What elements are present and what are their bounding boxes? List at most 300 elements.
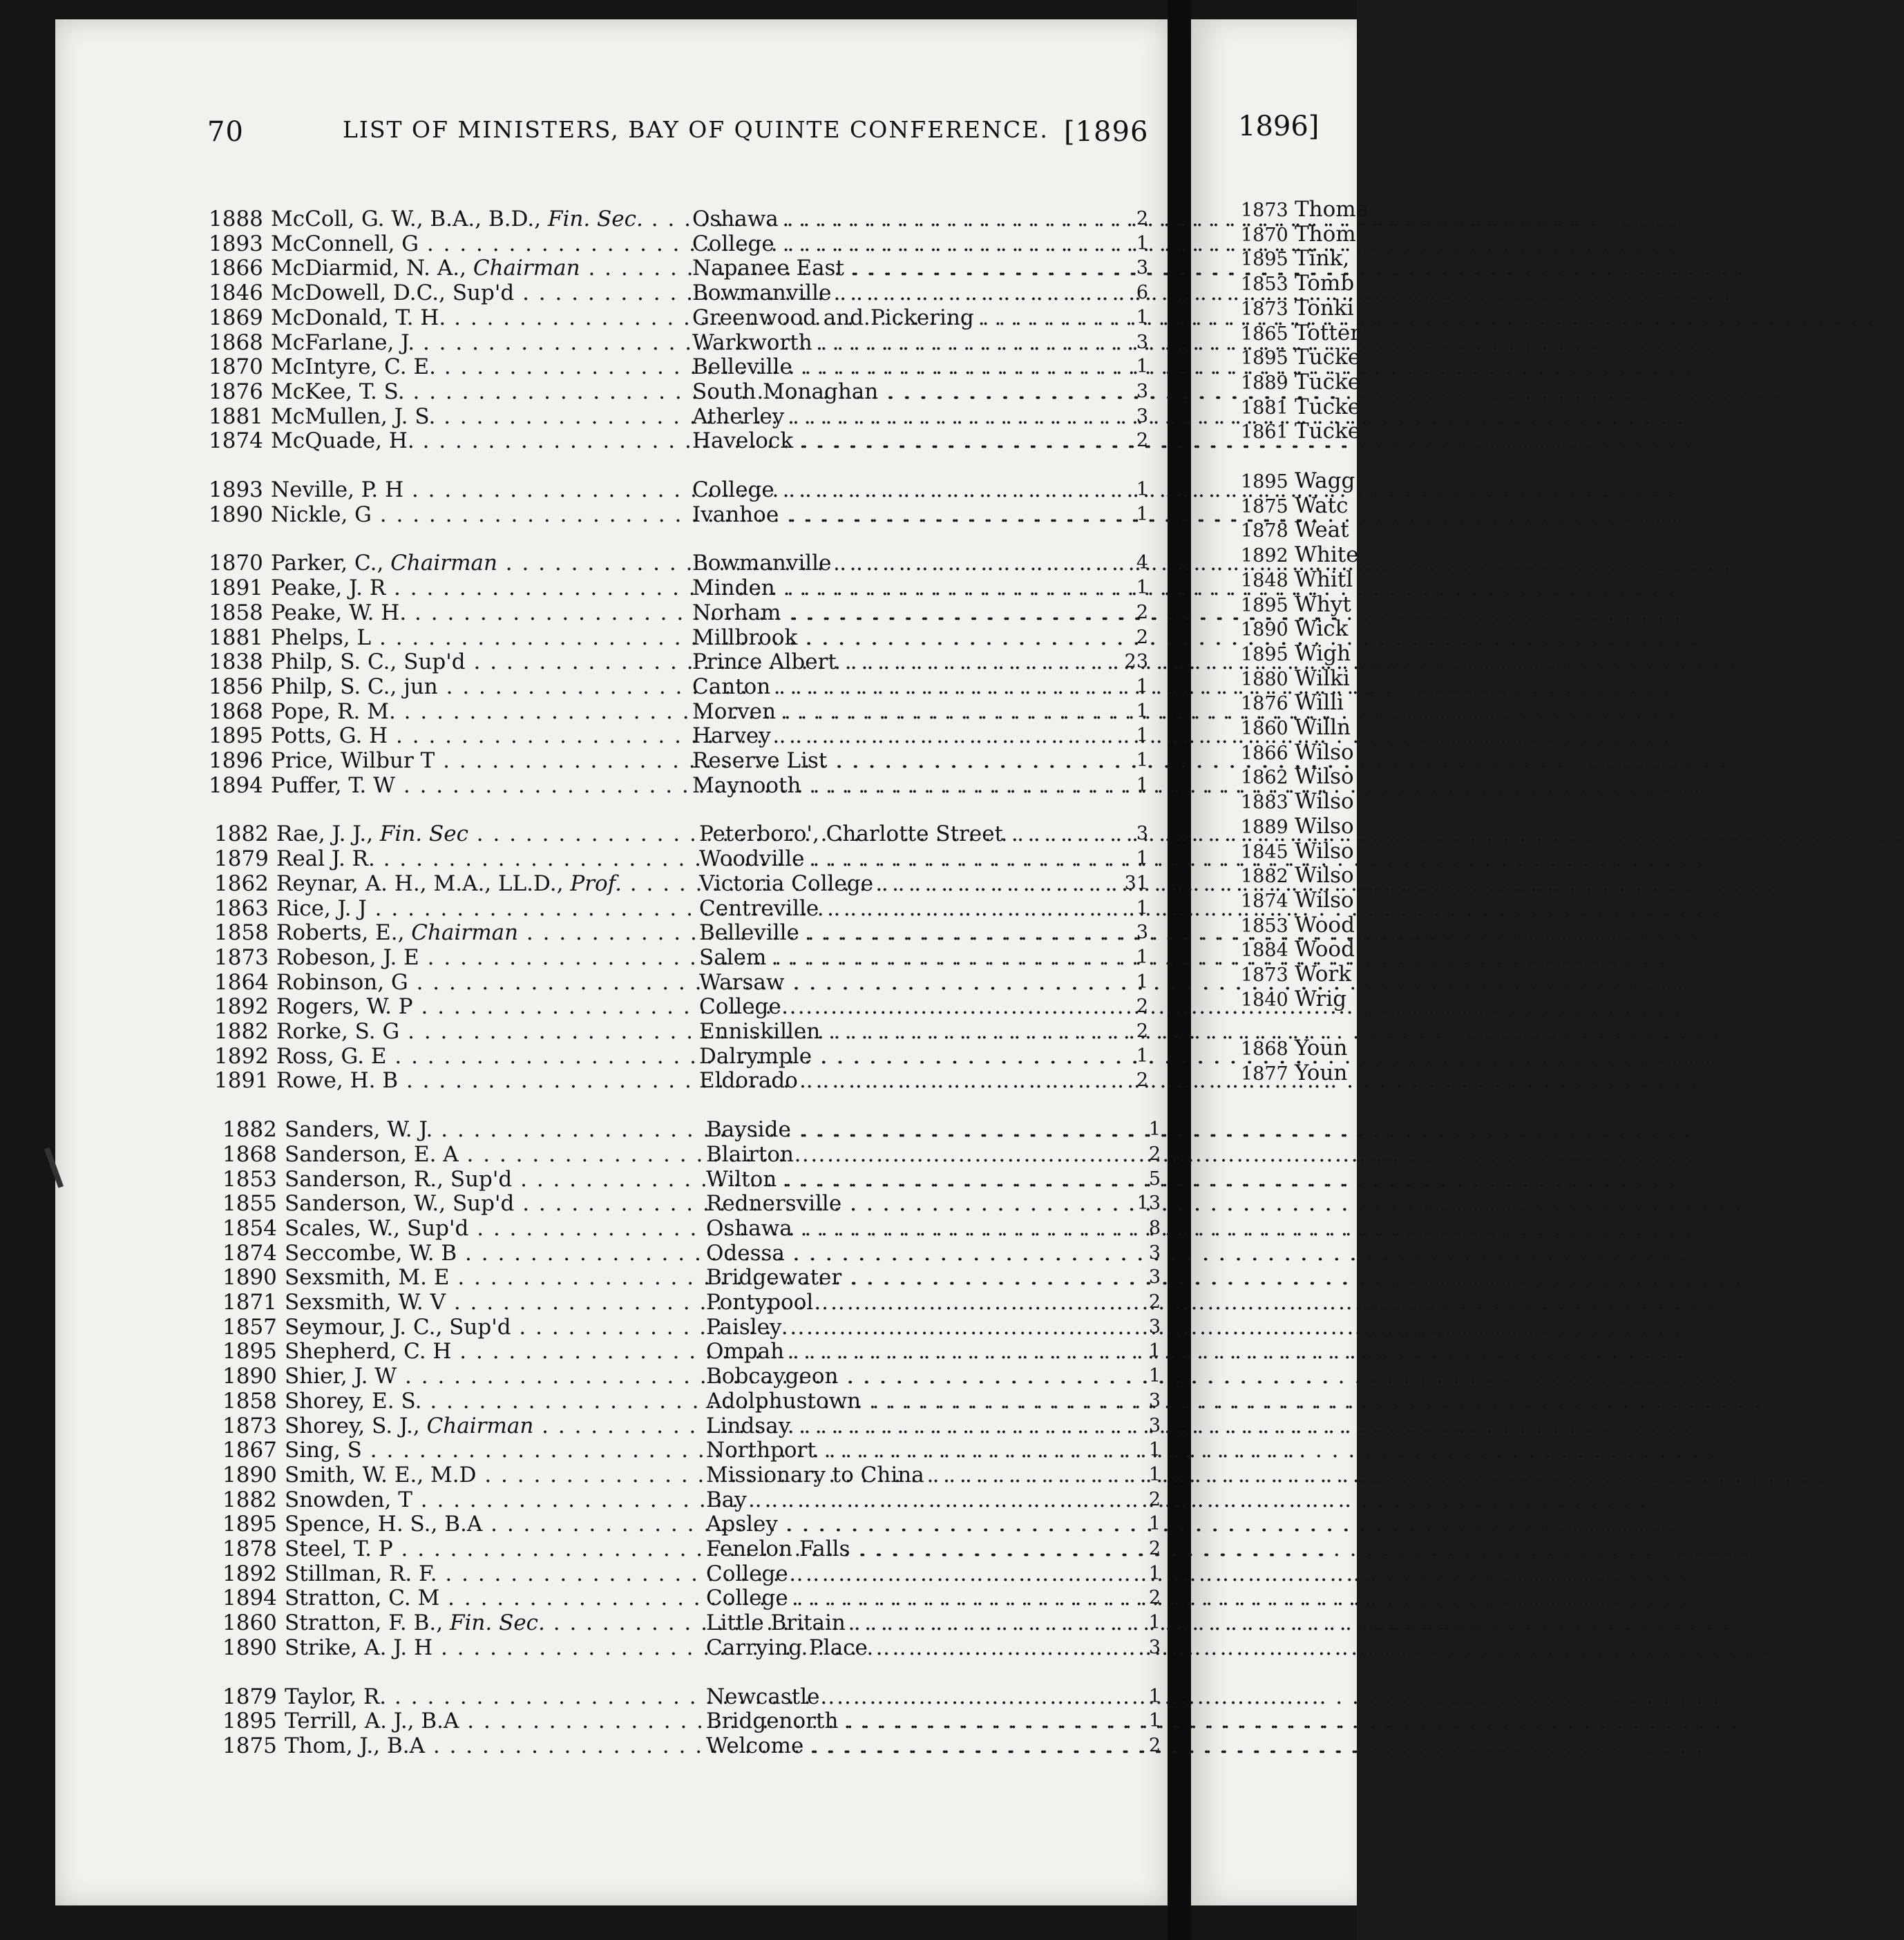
entry-year: 1891	[209, 576, 263, 601]
minister-row	[0, 478, 1168, 502]
minister-name: Wrig	[1295, 986, 1347, 1011]
years-count: 13	[1136, 1192, 1161, 1215]
minister-name-text: Stratton, C. M	[285, 1586, 440, 1611]
minister-row	[0, 1488, 1168, 1512]
station-name-text: Wilton	[706, 1166, 777, 1192]
page-title: LIST OF MINISTERS, BAY OF QUINTE CONFERENCE.	[343, 116, 1049, 143]
minister-name	[271, 749, 681, 772]
entry-year: 1895	[1241, 471, 1288, 493]
station-name-text: Oshawa	[706, 1215, 792, 1241]
entry-year: 1881	[1241, 397, 1288, 419]
minister-name	[271, 232, 681, 256]
minister-row	[0, 774, 1168, 797]
years-count: 2	[1148, 1291, 1161, 1313]
minister-name-text: McColl, G. W., B.A., B.D.,	[271, 207, 542, 231]
station-name-text: College	[706, 1586, 788, 1611]
years-count: 1	[1148, 1439, 1161, 1461]
entry-year: 1879	[222, 1684, 277, 1709]
minister-name	[271, 774, 681, 797]
years-count: 1	[1148, 1340, 1161, 1362]
station-name	[692, 207, 1112, 231]
entry-year: 1863	[214, 895, 269, 921]
station-name-text: Rednersville	[706, 1191, 842, 1217]
years-count: 2	[1136, 996, 1148, 1018]
minister-name-text: Rowe, H. B	[276, 1068, 399, 1094]
minister-name-text: Taylor, R.	[285, 1684, 387, 1709]
station-name-text: Harvey	[692, 723, 771, 749]
station-name-text: Welcome	[706, 1733, 804, 1758]
minister-name: Thoma	[1295, 197, 1369, 222]
station-name-text: Victoria College	[699, 871, 874, 896]
minister-row	[0, 1512, 1168, 1536]
station-name-text: College	[699, 994, 781, 1020]
minister-name	[271, 331, 681, 354]
minister-row	[0, 946, 1168, 969]
minister-name: Work	[1295, 962, 1352, 987]
years-count: 2	[1136, 430, 1148, 452]
entry-year: 1890	[222, 1635, 277, 1660]
station-name	[706, 1463, 1112, 1487]
minister-title: Fin. Sec.	[547, 207, 643, 231]
minister-row	[0, 1118, 1168, 1141]
minister-name-text: Neville, P. H	[271, 477, 404, 502]
minister-row	[0, 971, 1168, 994]
entry-year: 1838	[209, 649, 263, 675]
entry-year: 1895	[1241, 348, 1288, 370]
minister-name-text: McFarlane, J.	[271, 330, 415, 355]
minister-row	[0, 576, 1168, 600]
right-page-row	[1241, 321, 1360, 345]
minister-name	[285, 1340, 695, 1363]
station-name	[699, 847, 1112, 871]
years-count: 1	[1148, 1513, 1161, 1535]
minister-name: Tink,	[1295, 246, 1350, 272]
minister-name	[276, 1045, 688, 1068]
years-count: 23	[1124, 651, 1148, 673]
station-name	[706, 1242, 1112, 1265]
minister-name-text: Terrill, A. J., B.A	[285, 1709, 459, 1734]
minister-name-text: McConnell, G	[271, 231, 419, 256]
right-page-row	[1241, 888, 1354, 912]
years-count: 2	[1136, 1020, 1148, 1042]
minister-name	[276, 872, 688, 895]
minister-row	[0, 749, 1168, 772]
minister-row	[0, 1340, 1168, 1363]
entry-year: 1892	[222, 1561, 277, 1586]
entry-year: 1873	[1241, 200, 1288, 221]
minister-name-text: Parker, C.,	[271, 551, 384, 576]
minister-name	[271, 429, 681, 453]
years-count: 3	[1136, 331, 1148, 353]
minister-name	[276, 946, 688, 969]
right-page-row	[1241, 1061, 1347, 1085]
entry-year: 1870	[209, 354, 263, 380]
station-name-text: Belleville	[699, 920, 799, 946]
page-number: 70	[207, 116, 244, 148]
entry-year: 1879	[214, 846, 269, 872]
years-count: 2	[1136, 601, 1148, 623]
years-count: 1	[1136, 946, 1148, 968]
years-count: 3	[1136, 823, 1148, 845]
right-page-row	[1241, 962, 1351, 986]
minister-name	[285, 1636, 695, 1660]
entry-year: 1846	[209, 280, 263, 306]
minister-name-text: Sanderson, E. A	[285, 1141, 459, 1167]
minister-name: Willn	[1295, 715, 1351, 740]
station-name	[692, 626, 1112, 649]
minister-row	[0, 405, 1168, 428]
minister-row	[0, 1242, 1168, 1265]
minister-row	[0, 331, 1168, 354]
right-page-row	[1241, 247, 1349, 270]
years-count: 1	[1136, 306, 1148, 328]
station-name	[692, 749, 1112, 772]
entry-year: 1856	[209, 674, 263, 699]
station-name	[706, 1143, 1112, 1166]
right-page-row	[1241, 839, 1354, 863]
minister-name	[276, 822, 688, 846]
minister-name: Totter	[1295, 320, 1361, 345]
minister-name-text: Real J. R.	[276, 846, 375, 872]
minister-row	[0, 822, 1168, 846]
station-name-text: Salem	[699, 944, 767, 970]
minister-name-text: Pope, R. M.	[271, 698, 396, 724]
entry-year: 1890	[222, 1364, 277, 1389]
entry-year: 1860	[222, 1610, 277, 1636]
station-name	[699, 822, 1112, 846]
minister-name: Wilso	[1295, 863, 1354, 888]
minister-name-text: Shepherd, C. H	[285, 1339, 452, 1364]
minister-name: Tucke	[1295, 394, 1361, 419]
years-count: 2	[1148, 1538, 1161, 1559]
years-count: 1	[1136, 897, 1148, 919]
minister-name	[285, 1143, 695, 1166]
station-name	[692, 700, 1112, 723]
minister-name	[271, 281, 681, 305]
minister-row	[0, 1586, 1168, 1610]
station-name-text: Prince Albert	[692, 649, 837, 675]
station-name-text: Northport	[706, 1438, 816, 1463]
entry-year: 1892	[1241, 545, 1288, 567]
station-name	[692, 331, 1112, 354]
entry-year: 1858	[222, 1388, 277, 1414]
minister-name	[285, 1315, 695, 1339]
minister-name: Tucke	[1295, 369, 1361, 394]
minister-name	[271, 650, 681, 674]
minister-row	[0, 601, 1168, 625]
entry-year: 1882	[214, 821, 269, 847]
station-name	[699, 971, 1112, 994]
minister-name: Wilso	[1295, 838, 1354, 864]
minister-name-text: Sing, S	[285, 1438, 362, 1463]
entry-year: 1895	[1241, 643, 1288, 665]
station-name	[692, 503, 1112, 526]
minister-name-text: Steel, T. P	[285, 1537, 393, 1561]
entry-year: 1882	[222, 1487, 277, 1512]
entry-year: 1865	[1241, 323, 1288, 345]
minister-name-text: Robinson, G	[276, 969, 408, 995]
minister-name	[271, 724, 681, 748]
minister-row	[0, 1192, 1168, 1215]
minister-row	[0, 921, 1168, 944]
years-count: 2	[1136, 1069, 1148, 1092]
right-page-row	[1241, 716, 1351, 739]
station-name-text: Dalrymple	[699, 1043, 812, 1069]
station-name	[699, 897, 1112, 920]
station-name-text: Fenelon Falls	[706, 1537, 850, 1561]
years-count: 31	[1124, 872, 1148, 894]
minister-name: Wilso	[1295, 887, 1354, 913]
station-name	[692, 576, 1112, 600]
entry-year: 1895	[222, 1339, 277, 1364]
station-name-text: Centreville	[699, 895, 819, 921]
station-name-text: Blairton	[706, 1141, 794, 1167]
station-name	[692, 724, 1112, 748]
minister-name: Watc	[1295, 493, 1349, 518]
entry-year: 1875	[222, 1733, 277, 1758]
station-name	[706, 1537, 1112, 1561]
minister-row	[0, 1636, 1168, 1660]
right-page-row	[1241, 518, 1349, 542]
station-name	[706, 1266, 1112, 1289]
minister-name	[285, 1488, 695, 1512]
minister-name	[271, 601, 681, 625]
minister-row	[0, 650, 1168, 674]
minister-row	[0, 1463, 1168, 1487]
minister-row	[0, 1562, 1168, 1586]
entry-year: 1883	[1241, 792, 1288, 814]
minister-name-text: Strike, A. J. H	[285, 1635, 433, 1660]
minister-name	[271, 380, 681, 403]
station-name	[706, 1586, 1112, 1610]
minister-row	[0, 1414, 1168, 1438]
minister-row	[0, 1045, 1168, 1068]
minister-name-text: Potts, G. H	[271, 723, 388, 749]
minister-name-text: Stillman, R. F.	[285, 1561, 437, 1586]
minister-name: Wilki	[1295, 665, 1350, 691]
minister-name	[285, 1291, 695, 1314]
minister-name-text: Rogers, W. P	[276, 994, 413, 1020]
right-page-row	[1241, 296, 1354, 320]
minister-name	[271, 626, 681, 649]
entry-year: 1890	[1241, 619, 1288, 641]
minister-name	[285, 1709, 695, 1733]
entry-year: 1866	[209, 256, 263, 281]
station-name	[692, 601, 1112, 625]
minister-name	[276, 897, 688, 920]
minister-row	[0, 429, 1168, 453]
entry-year: 1894	[209, 772, 263, 798]
entry-year: 1861	[1241, 421, 1288, 444]
station-name	[692, 256, 1112, 280]
minister-title: Fin. Sec.	[449, 1610, 545, 1636]
station-name	[706, 1636, 1112, 1660]
entry-year: 1889	[1241, 372, 1288, 394]
station-name	[706, 1291, 1112, 1314]
entry-year: 1890	[209, 502, 263, 527]
minister-title: Chairman	[426, 1413, 534, 1438]
years-count: 1	[1148, 1685, 1161, 1707]
station-name-text: Norham	[692, 600, 781, 625]
entry-year: 1870	[1241, 224, 1288, 246]
station-name-text: Odessa	[706, 1240, 785, 1266]
right-page-row	[1241, 913, 1355, 937]
right-page-row	[1241, 617, 1348, 640]
years-count: 1	[1136, 232, 1148, 254]
station-name-text: Pontypool	[706, 1290, 814, 1315]
station-name-text: College	[692, 477, 774, 502]
minister-name	[285, 1586, 695, 1610]
years-count: 1	[1148, 1119, 1161, 1141]
right-page-row	[1241, 370, 1360, 394]
minister-row	[0, 1069, 1168, 1092]
station-name-text: Reserve List	[692, 748, 828, 773]
minister-name-text: Smith, W. E., M.D	[285, 1462, 477, 1487]
minister-name	[271, 503, 681, 526]
minister-name-text: Sanderson, W., Sup'd	[285, 1191, 515, 1217]
right-page-row	[1241, 691, 1344, 714]
years-count: 3	[1136, 380, 1148, 402]
minister-name: Whitl	[1295, 567, 1353, 592]
minister-row	[0, 1389, 1168, 1413]
entry-year: 1895	[222, 1512, 277, 1537]
station-name-text: Adolphustown	[706, 1388, 861, 1414]
station-name	[706, 1364, 1112, 1388]
years-count: 3	[1136, 257, 1148, 279]
station-name-text: South Monaghan	[692, 379, 879, 404]
station-name	[692, 650, 1112, 674]
station-name-text: Havelock	[692, 428, 794, 454]
right-page-row	[1241, 469, 1355, 493]
minister-name-text: Rae, J. J.,	[276, 821, 374, 847]
entry-year: 1873	[222, 1413, 277, 1438]
right-page-row	[1241, 987, 1346, 1011]
minister-name: Wood	[1295, 937, 1355, 962]
minister-name-text: Sexsmith, M. E	[285, 1265, 450, 1291]
station-name-text: Apsley	[706, 1512, 778, 1537]
station-name-text: Bridgenorth	[706, 1709, 839, 1734]
minister-title: Chairman	[473, 256, 580, 281]
minister-row	[0, 1364, 1168, 1388]
entry-year: 1858	[214, 920, 269, 946]
minister-name-text: Peake, W. H.	[271, 600, 407, 625]
minister-name-text: Shorey, S. J.,	[285, 1413, 420, 1438]
minister-name-text: Snowden, T	[285, 1487, 412, 1512]
minister-name-text: Shorey, E. S.	[285, 1388, 422, 1414]
minister-name: Thom	[1295, 221, 1356, 247]
station-name-text: Bowmanville	[692, 551, 832, 576]
station-name	[706, 1611, 1112, 1635]
minister-name	[271, 405, 681, 428]
station-name	[706, 1389, 1112, 1413]
entry-year: 1867	[222, 1438, 277, 1463]
station-name	[706, 1562, 1112, 1586]
station-name	[706, 1192, 1112, 1215]
years-count: 2	[1136, 626, 1148, 648]
years-count: 1	[1136, 725, 1148, 747]
minister-name: Tucke	[1295, 345, 1361, 370]
minister-row	[0, 1734, 1168, 1758]
minister-name-text: McDonald, T. H.	[271, 305, 446, 330]
minister-name	[276, 995, 688, 1018]
right-page-row	[1241, 741, 1354, 764]
minister-name	[276, 847, 688, 871]
entry-year: 1873	[214, 944, 269, 970]
station-name	[706, 1438, 1112, 1462]
entry-year: 1873	[1241, 298, 1288, 320]
station-name-text: Greenwood and Pickering	[692, 305, 974, 330]
minister-row	[0, 847, 1168, 871]
minister-name: Wick	[1295, 616, 1349, 642]
minister-row	[0, 232, 1168, 256]
minister-title: Prof.	[570, 871, 622, 896]
station-name	[692, 675, 1112, 698]
years-count: 1	[1136, 503, 1148, 525]
entry-year: 1873	[1241, 964, 1288, 986]
entry-year: 1868	[209, 698, 263, 724]
minister-row	[0, 626, 1168, 649]
minister-name-text: Reynar, A. H., M.A., LL.D.,	[276, 871, 564, 896]
station-name	[699, 872, 1112, 895]
right-page-header-year: 1896]	[1238, 111, 1320, 142]
minister-name-text: Philp, S. C., jun	[271, 674, 438, 699]
entry-year: 1869	[209, 305, 263, 330]
station-name-text: Morven	[692, 698, 777, 724]
years-count: 2	[1148, 1143, 1161, 1165]
minister-name-text: Sexsmith, W. V	[285, 1290, 446, 1315]
entry-year: 1878	[222, 1537, 277, 1561]
minister-name	[271, 478, 681, 502]
station-name-text: Peterboro', Charlotte Street	[699, 821, 1003, 847]
minister-name-text: McQuade, H.	[271, 428, 415, 454]
entry-year: 1893	[209, 477, 263, 502]
minister-name: Tucke	[1295, 419, 1361, 444]
entry-year: 1893	[209, 231, 263, 256]
minister-row	[0, 306, 1168, 330]
entry-year: 1875	[1241, 495, 1288, 517]
minister-row	[0, 1217, 1168, 1240]
minister-row	[0, 995, 1168, 1018]
right-page-row	[1241, 864, 1354, 887]
years-count: 3	[1136, 405, 1148, 427]
minister-name	[285, 1364, 695, 1388]
years-count: 1	[1136, 750, 1148, 771]
station-name	[706, 1709, 1112, 1733]
minister-name-text: Shier, J. W	[285, 1364, 397, 1389]
station-name	[706, 1217, 1112, 1240]
entry-year: 1857	[222, 1314, 277, 1340]
minister-name	[285, 1512, 695, 1536]
entry-year: 1854	[222, 1215, 277, 1241]
station-name-text: Bowmanville	[692, 280, 832, 306]
minister-name	[285, 1685, 695, 1709]
years-count: 3	[1148, 1389, 1161, 1411]
minister-name-text: Phelps, L	[271, 625, 372, 650]
station-name-text: Little Britain	[706, 1610, 846, 1636]
minister-name	[271, 207, 681, 231]
years-count: 2	[1148, 1734, 1161, 1756]
minister-row	[0, 1020, 1168, 1043]
minister-name	[276, 971, 688, 994]
station-name	[706, 1414, 1112, 1438]
minister-name	[276, 1069, 688, 1092]
station-name	[706, 1118, 1112, 1141]
entry-year: 1892	[214, 1043, 269, 1069]
minister-row	[0, 1438, 1168, 1462]
station-name-text: Oshawa	[692, 207, 779, 231]
entry-year: 1881	[209, 625, 263, 650]
years-count: 1	[1136, 1045, 1148, 1067]
